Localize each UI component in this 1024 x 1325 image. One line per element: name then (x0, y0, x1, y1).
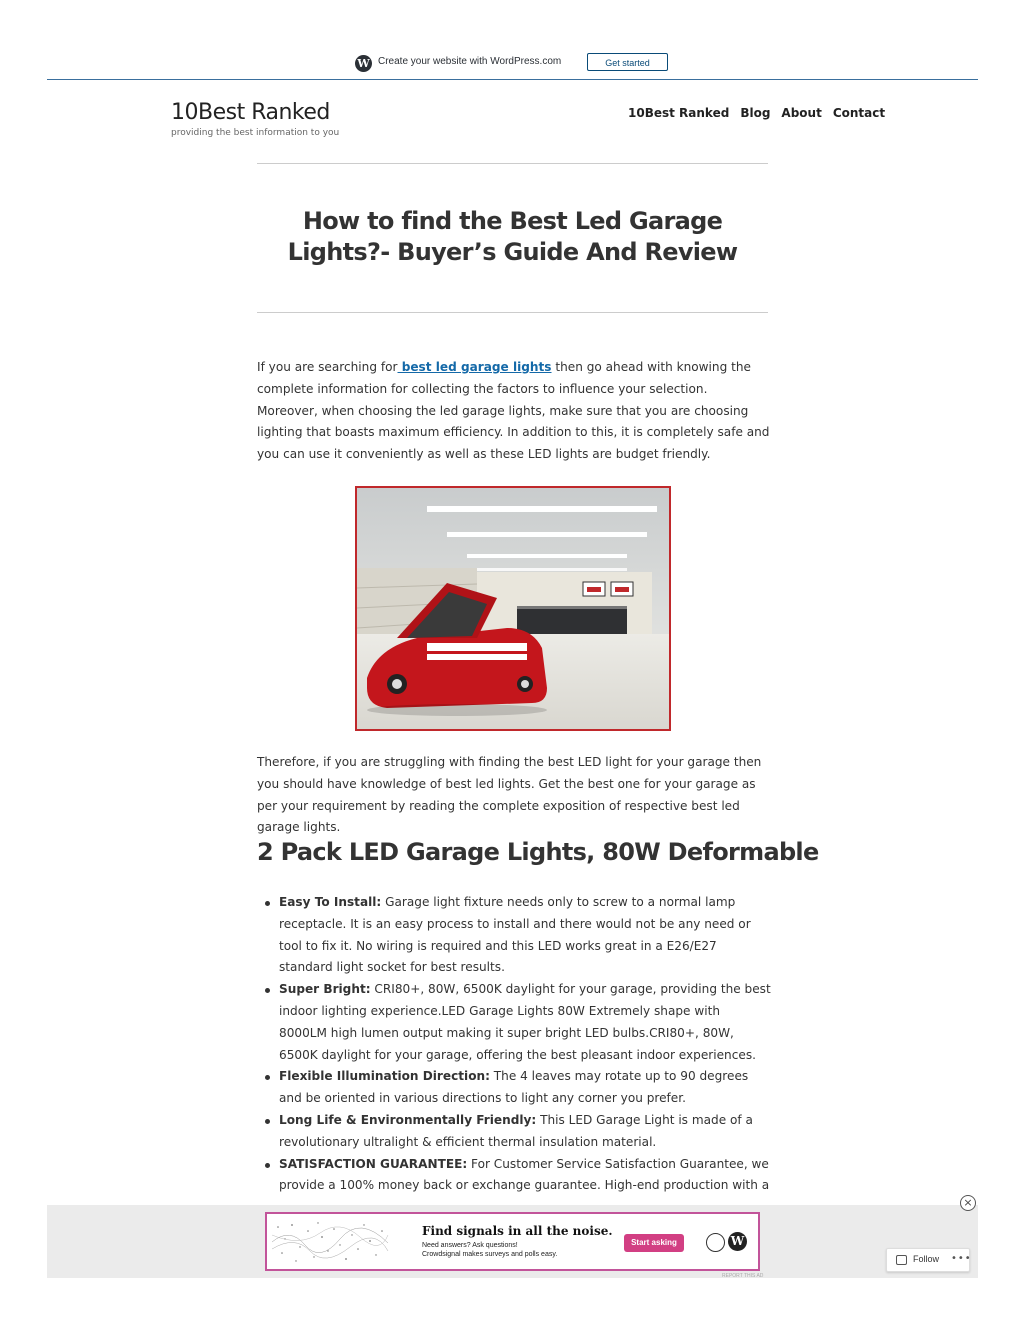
noise-pattern-image (270, 1217, 390, 1267)
follow-label: Follow (913, 1254, 940, 1264)
nav-item-contact[interactable]: Contact (832, 106, 886, 120)
feature-text: This LED Garage Light is made of a revolutionary ultralight & efficient thermal insulation material. (279, 1112, 753, 1149)
nav-item-about[interactable]: About (781, 106, 822, 120)
list-item (279, 1066, 771, 1110)
feature-text: The 4 leaves may rotate up to 90 degrees and be oriented in various directions to light any corner you prefer. (279, 1069, 749, 1106)
best-led-garage-lights-link[interactable]: best led garage lights (397, 360, 552, 374)
more-options-icon[interactable]: ••• (951, 1253, 972, 1264)
ad-subtitle (422, 1241, 557, 1259)
site-tagline: providing the best information to you (171, 128, 340, 138)
title-top-separator (257, 163, 768, 164)
get-started-button[interactable]: Get started (587, 53, 668, 71)
feature-text: For Customer Service Satisfaction Guarantee, we provide a 100% money back or exchange guarantee. High-end production with a (279, 1156, 770, 1193)
feature-label: Easy To Install: (279, 895, 382, 909)
title-bottom-separator (257, 312, 768, 313)
ad-subtitle-line-2: Crowdsignal makes surveys and polls easy. (422, 1251, 558, 1258)
feature-text: CRI80+, 80W, 6500K daylight for your garage, providing the best indoor lighting experience.LED Garage Lights 80W Extremely shape with 8000LM high lumen output making it super bright LED bulbs.CRI80+, 80W, 6500K daylight for your garage, offering the best pleasant indoor experiences. (279, 982, 771, 1062)
site-title[interactable]: 10Best Ranked (171, 100, 330, 125)
close-ad-icon[interactable]: × (960, 1195, 976, 1211)
garage-red-car-image (355, 486, 671, 731)
main-navigation (628, 106, 896, 120)
intro-text-end: then go ahead with knowing the complete information for collecting the factors to influence your selection. Moreover, when choosing the led garage lights, make sure that you are choosing lighting that boasts maximum efficiency. In addition to this, it is completely safe and you can use it conveniently as well as these LED lights are budget friendly. (257, 360, 770, 462)
list-item (279, 1110, 771, 1154)
crowdsignal-logo-icon (706, 1233, 725, 1252)
follow-button[interactable] (886, 1248, 970, 1272)
feature-text: Garage light fixture needs only to screw to a normal lamp receptacle. It is an easy process to install and there would not be any need or tool to fix it. No wiring is required and this LED works great in a E26/E27 standard light socket for best results. (279, 895, 751, 975)
therefore-paragraph: Therefore, if you are struggling with finding the best LED light for your garage then you should have knowledge of best led lights. Get the best one for your garage as per your requirement by reading the complete exposition of respective best led garage lights. (257, 755, 762, 835)
feature-label: Flexible Illumination Direction: (279, 1069, 490, 1084)
follow-icon (896, 1255, 907, 1265)
list-item (279, 979, 771, 1066)
garage-scene-illustration (357, 488, 669, 729)
header-divider (47, 79, 978, 80)
nav-item-home[interactable]: 10Best Ranked (628, 106, 730, 120)
report-ad-link[interactable]: REPORT THIS AD (722, 1273, 764, 1279)
intro-text-start: If you are searching for (257, 360, 398, 374)
ad-subtitle-line-1: Need answers? Ask questions! (422, 1242, 518, 1249)
product-heading: 2 Pack LED Garage Lights, 80W Deformable (257, 838, 819, 866)
intro-paragraph (257, 357, 770, 466)
feature-label: Super Bright: (279, 982, 371, 997)
list-item (279, 892, 771, 979)
crowdsignal-ad-banner[interactable] (265, 1212, 760, 1271)
ad-title: Find signals in all the noise. (422, 1224, 613, 1238)
wordpress-logo-icon[interactable]: W (355, 55, 372, 72)
start-asking-button[interactable]: Start asking (624, 1234, 684, 1252)
post-title: How to find the Best Led Garage Lights?- Buyer’s Guide And Review (287, 207, 738, 266)
wordpress-logo-icon: W (728, 1232, 747, 1251)
feature-label: SATISFACTION GUARANTEE: (279, 1156, 468, 1171)
wordpress-promo-bar (0, 48, 1024, 78)
feature-label: Long Life & Environmentally Friendly: (279, 1112, 537, 1127)
list-item (279, 1154, 771, 1198)
promo-text[interactable]: Create your website with WordPress.com (378, 56, 562, 67)
nav-item-blog[interactable]: Blog (740, 106, 771, 120)
feature-list (279, 892, 771, 1197)
